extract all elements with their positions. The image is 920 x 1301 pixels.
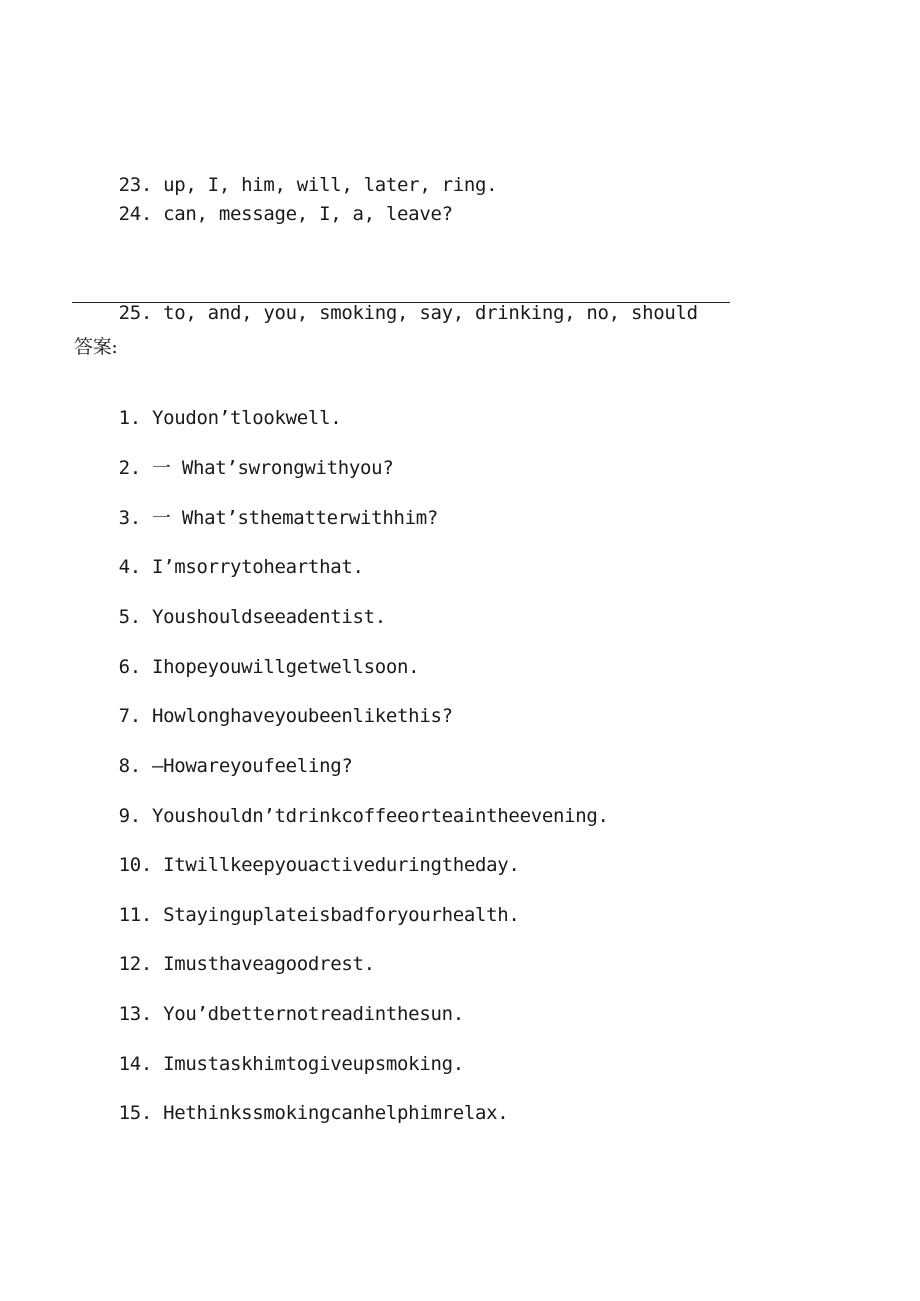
answer-number: 10. [118, 854, 152, 876]
answer-heading: 答案: [74, 336, 118, 358]
question-number: 25. [118, 302, 152, 324]
answer-number: 8. [118, 755, 141, 777]
question-text: can, message, I, a, leave? [163, 203, 453, 225]
answer-text: Youdon’tlookwell. [151, 407, 342, 429]
answer-number: 5. [118, 606, 141, 628]
question-number: 24. [118, 203, 152, 225]
answer-text: Youshouldn’tdrinkcoffeeorteaintheevening. [151, 805, 609, 827]
answer-text: Imustaskhimtogiveupsmoking. [163, 1053, 464, 1075]
answer-number: 13. [118, 1003, 152, 1025]
question-25 [74, 280, 698, 346]
answer-underline [72, 302, 730, 303]
answer-text: 一 What’swrongwithyou? [151, 457, 394, 479]
answer-text: 一 What’sthematterwithhim? [151, 507, 439, 529]
answer-number: 2. [118, 457, 141, 479]
answer-text: I’msorrytohearthat. [151, 556, 364, 578]
answer-text: Itwillkeepyouactiveduringtheday. [163, 854, 520, 876]
answer-number: 7. [118, 705, 141, 727]
answer-text: Hethinkssmokingcanhelphimrelax. [163, 1102, 509, 1124]
question-text: to, and, you, smoking, say, drinking, no, should [163, 302, 698, 324]
answer-text: Imusthaveagoodrest. [163, 953, 375, 975]
answer-number: 6. [118, 656, 141, 678]
question-number: 23. [118, 174, 152, 196]
answer-text: Stayinguplateisbadforyourhealth. [163, 904, 520, 926]
answer-number: 14. [118, 1053, 152, 1075]
question-24 [74, 181, 453, 247]
answer-text: —Howareyoufeeling? [151, 755, 353, 777]
answer-text: Ihopeyouwillgetwellsoon. [151, 656, 420, 678]
answer-number: 9. [118, 805, 141, 827]
answer-text: You’dbetternotreadinthesun. [163, 1003, 464, 1025]
answer-number: 12. [118, 953, 152, 975]
answer-text: Youshouldseeadentist. [151, 606, 386, 628]
answer-number: 3. [118, 507, 141, 529]
answer-number: 1. [118, 407, 141, 429]
answer-number: 4. [118, 556, 141, 578]
answer-number: 11. [118, 904, 152, 926]
answer-text: Howlonghaveyoubeenlikethis? [151, 705, 453, 727]
answer-number: 15. [118, 1102, 152, 1124]
answer-item [74, 1080, 508, 1146]
question-text: up, I, him, will, later, ring. [163, 174, 498, 196]
